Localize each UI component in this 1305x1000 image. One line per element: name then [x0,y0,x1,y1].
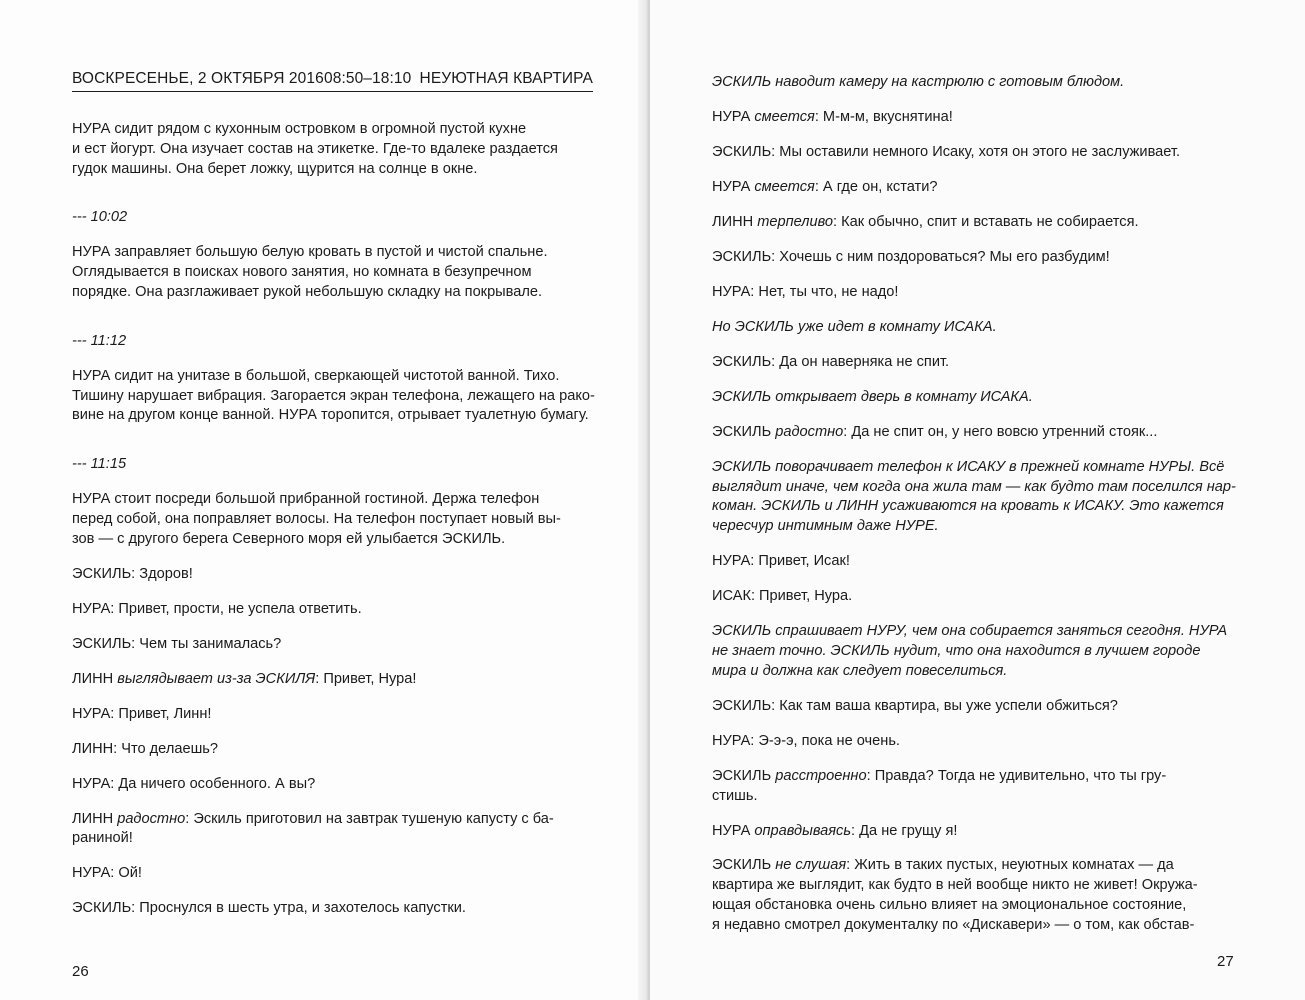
dialogue-line: НУРА смеется: А где он, кстати? [712,178,938,195]
page-number: 27 [1217,953,1234,970]
stage-direction: Но ЭСКИЛЬ уже идет в комнату ИСАКА. [712,318,997,335]
stage-direction: ЭСКИЛЬ открывает дверь в комнату ИСАКА. [712,388,1033,405]
left-page-text [72,120,593,934]
dialogue-line: ЭСКИЛЬ: Да он наверняка не спит. [712,353,950,370]
dialogue-line: ЭСКИЛЬ: Чем ты занималась? [72,635,282,652]
dialogue-line: НУРА: Привет, Исак! [712,553,850,570]
paragraph: НУРА сидит рядом с кухонным островком в огромной пустой кухне и ест йогурт. Она изучает состав на этикетке. Где-то вдалеке раздается гудок машины. Она берет ложку, щурится на солнце в окне. [72,121,558,177]
dialogue-line: НУРА оправдываясь: Да не грущу я! [712,822,958,839]
header-time: 08:50–18:10 [324,70,412,87]
stage-direction: ЭСКИЛЬ поворачивает телефон к ИСАКУ в прежней комнате НУРЫ. Всё выглядит иначе, чем когда она жила там — как будто там поселился нар- коман. ЭСКИЛЬ и ЛИНН усаживаются на кровать к ИСАКУ. Это кажется чересчур интимным даже НУРЕ. [712,458,1236,535]
dialogue-line: ЛИНН терпеливо: Как обычно, спит и вставать не собирается. [712,213,1139,230]
dialogue-line: ЛИНН: Что делаешь? [72,740,218,757]
running-header [72,69,593,92]
paragraph: НУРА стоит посреди большой прибранной гостиной. Держа телефон перед собой, она поправляет волосы. На телефон поступает новый вы- зов — с другого берега Северного моря ей улыбается ЭСКИЛЬ. [72,491,561,547]
dialogue-line: ЛИНН радостно: Эскиль приготовил на завтрак тушеную капусту с ба- раниной! [72,810,554,847]
paragraph: НУРА заправляет большую белую кровать в пустой и чистой спальне. Оглядывается в поисках нового занятия, но комната в безупречном порядке. Она разглаживает рукой небольшую складку на покрывале. [72,244,548,300]
page-number: 26 [72,963,89,980]
dialogue-line: ЭСКИЛЬ: Здоров! [72,565,193,582]
dialogue-line: ЭСКИЛЬ: Хочешь с ним поздороваться? Мы его разбудим! [712,248,1110,265]
header-date: ВОСКРЕСЕНЬЕ, 2 ОКТЯБРЯ 2016 [72,70,324,87]
time-marker: --- 11:15 [72,456,127,473]
dialogue-line: ЛИНН выглядывает из-за ЭСКИЛЯ: Привет, Нура! [72,670,417,687]
dialogue-line: НУРА: Привет, прости, не успела ответить. [72,600,362,617]
dialogue-line: ЭСКИЛЬ: Мы оставили немного Исаку, хотя он этого не заслуживает. [712,143,1181,160]
paragraph: НУРА сидит на унитазе в большой, сверкающей чистотой ванной. Тихо. Тишину нарушает вибрация. Загорается экран телефона, лежащего на рако- вине на другом конце ванной. НУРА торопится, отрывает туалетную бумагу. [72,367,595,424]
dialogue-line: НУРА смеется: М-м-м, вкуснятина! [712,108,953,125]
header-location: НЕУЮТНАЯ КВАРТИРА [419,70,593,87]
time-marker: --- 11:12 [72,332,127,349]
dialogue-line: ЭСКИЛЬ: Проснулся в шесть утра, и захотелось капустки. [72,900,466,917]
dialogue-line: ИСАК: Привет, Нура. [712,588,853,605]
dialogue-line: ЭСКИЛЬ расстроенно: Правда? Тогда не удивительно, что ты гру- стишь. [712,767,1167,804]
dialogue-line: НУРА: Да ничего особенного. А вы? [72,775,316,792]
dialogue-line: НУРА: Привет, Линн! [72,705,212,722]
dialogue-line: ЭСКИЛЬ не слушая: Жить в таких пустых, неуютных комнатах — да квартира же выглядит, как будто в ней вообще никто не живет! Окружа- ющая обстановка очень сильно влияет на эмоциональное состояние, я недавно смотрел документалку по «Дискавери» — о том, как обстав- [712,857,1198,933]
right-page-text [712,73,1240,951]
time-marker: --- 10:02 [72,209,128,226]
dialogue-line: НУРА: Ой! [72,865,142,882]
dialogue-line: НУРА: Э-э-э, пока не очень. [712,732,900,749]
right-page [650,0,1305,1000]
stage-direction: ЭСКИЛЬ наводит камеру на кастрюлю с готовым блюдом. [712,74,1125,90]
dialogue-line: ЭСКИЛЬ: Как там ваша квартира, вы уже успели обжиться? [712,697,1118,714]
left-page [0,0,646,1000]
dialogue-line: НУРА: Нет, ты что, не надо! [712,283,899,300]
dialogue-line: ЭСКИЛЬ радостно: Да не спит он, у него вовсю утренний стояк... [712,423,1158,440]
stage-direction: ЭСКИЛЬ спрашивает НУРУ, чем она собирается заняться сегодня. НУРА не знает точно. ЭСКИЛЬ нудит, что она находится в лучшем городе мира и должна как следует повеселиться. [712,623,1228,679]
